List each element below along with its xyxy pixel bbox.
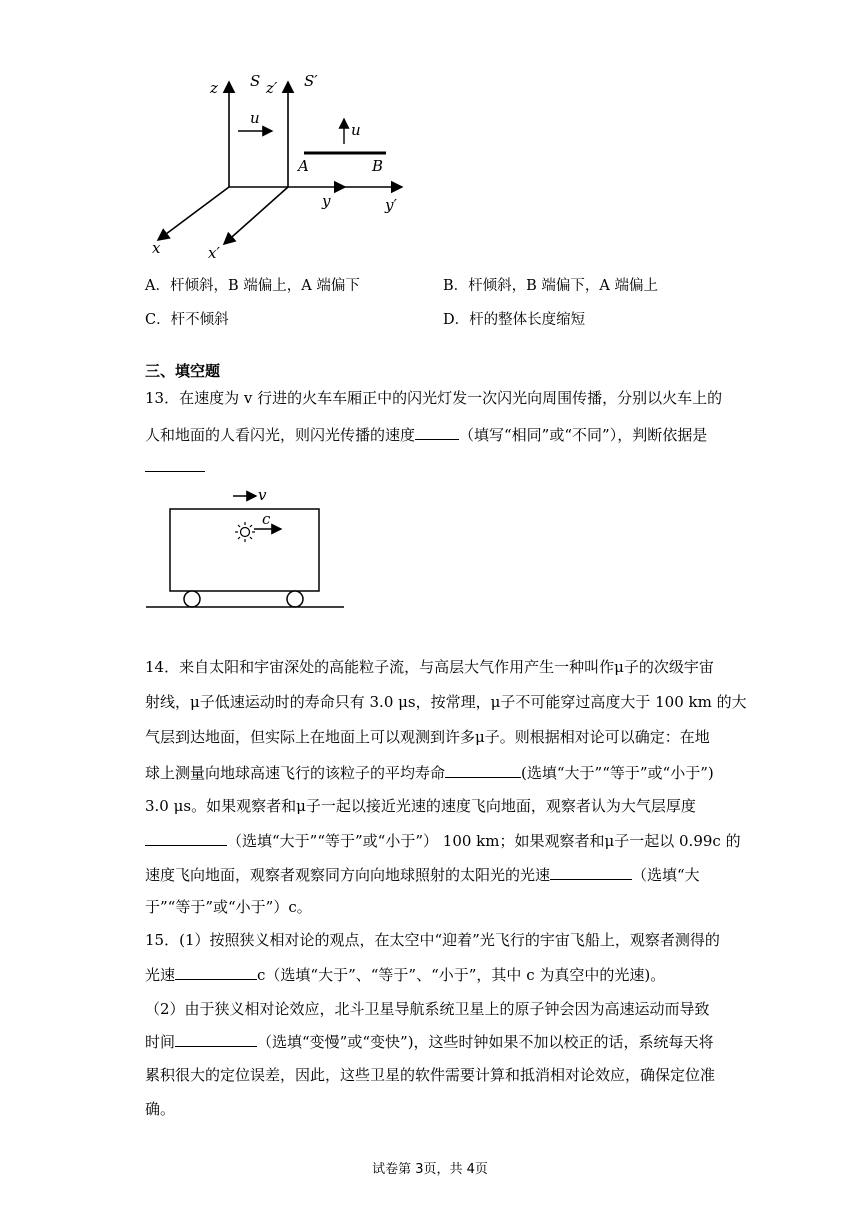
q13-line-1: 13．在速度为 v 行进的火车车厢正中的闪光灯发一次闪光向周围传播，分别以火车上的 [145,389,723,407]
q15-line-6: 确。 [145,1100,176,1118]
q15-line-4a: 时间 [145,1033,176,1051]
q14-line-6 [145,830,741,851]
q15-blank-1[interactable] [175,964,257,980]
q15-blank-2[interactable] [175,1031,257,1047]
q15-line-4 [145,1031,714,1052]
q14-line-3: 气层到达地面，但实际上在地面上可以观测到许多μ子。则根据相对论可以确定：在地 [145,728,710,746]
option-a: A．杆倾斜，B 端偏上，A 端偏下 [145,278,360,294]
q14-line-4 [145,762,714,783]
x-prime-axis [224,187,288,244]
q15-line-2b: c（选填“大于”、“等于”、“小于”，其中 c 为真空中的光速)。 [257,966,666,984]
q14-line-6b: （选填“大于”“等于”或“小于”） 100 km；如果观察者和μ子一起以 0.99c 的 [227,832,741,850]
page-footer: 试卷第 3页，共 4页 [372,1162,488,1177]
label-z: z [210,79,218,97]
option-b: B．杆倾斜，B 端偏下，A 端偏上 [443,278,658,294]
q14-line-5: 3.0 μs。如果观察者和μ子一起以接近光速的速度飞向地面，观察者认为大气层厚度 [145,797,696,815]
label-z-prime: z′ [266,79,278,97]
q14-line-8: 于”“等于”或“小于”）c。 [145,898,312,916]
option-c: C．杆不倾斜 [145,312,229,328]
label-S: S [250,72,261,90]
q14-line-7a: 速度飞向地面，观察者观察同方向向地球照射的太阳光的光速 [145,866,551,884]
q13-blank-1[interactable] [415,424,459,440]
q14-blank-3[interactable] [550,864,632,880]
q14-line-1: 14．来自太阳和宇宙深处的高能粒子流，与高层大气作用产生一种叫作μ子的次级宇宙 [145,658,714,676]
q15-line-1: 15．(1）按照狭义相对论的观点，在太空中“迎着”光飞行的宇宙飞船上，观察者测得的 [145,931,720,949]
q14-line-7b: （选填“大 [632,866,700,884]
flash-lamp-icon [235,522,255,542]
label-y-prime: y′ [385,196,397,214]
q13-line-2a: 人和地面的人看闪光，则闪光传播的速度 [145,426,416,444]
q13-line-2 [145,424,707,445]
q15-line-2a: 光速 [145,966,176,984]
wheel-left [184,591,200,607]
reference-frames-figure [140,60,440,270]
q14-line-7 [145,864,700,885]
label-u: u [250,109,260,127]
train-car-body [170,509,319,591]
q15-line-5: 累积很大的定位误差，因此，这些卫星的软件需要计算和抵消相对论效应，确保定位准 [145,1066,716,1084]
q15-line-4b: （选填“变慢”或“变快”)，这些时钟如果不加以校正的话，系统每天将 [257,1033,714,1051]
label-x-prime: x′ [208,244,220,262]
q14-line-2: 射线，μ子低速运动时的寿命只有 3.0 μs，按常理，μ子不可能穿过高度大于 100 km 的大 [145,693,747,711]
label-x: x [152,239,161,257]
label-y: y [322,192,331,210]
label-v: v [258,486,267,504]
q15-line-3: （2）由于狭义相对论效应，北斗卫星导航系统卫星上的原子钟会因为高速运动而导致 [145,1000,710,1018]
label-c: c [262,510,271,528]
train-car-figure [140,482,360,612]
q15-line-2 [145,964,665,985]
x-axis [158,187,229,240]
option-d: D．杆的整体长度缩短 [443,312,586,328]
label-B: B [372,157,384,175]
wheel-right [287,591,303,607]
section-title: 三、填空题 [145,362,221,380]
q14-line-4b: (选填“大于”“等于”或“小于”) [521,764,714,782]
q14-line-4a: 球上测量向地球高速飞行的该粒子的平均寿命 [145,764,446,782]
q13-blank-2[interactable] [145,471,205,472]
label-u-rod: u [351,121,361,139]
label-S-prime: S′ [304,72,318,90]
q14-blank-1[interactable] [445,762,521,778]
q14-blank-2[interactable] [145,830,227,846]
label-A: A [298,157,309,175]
q13-line-2b: （填写“相同”或“不同”），判断依据是 [459,426,708,444]
